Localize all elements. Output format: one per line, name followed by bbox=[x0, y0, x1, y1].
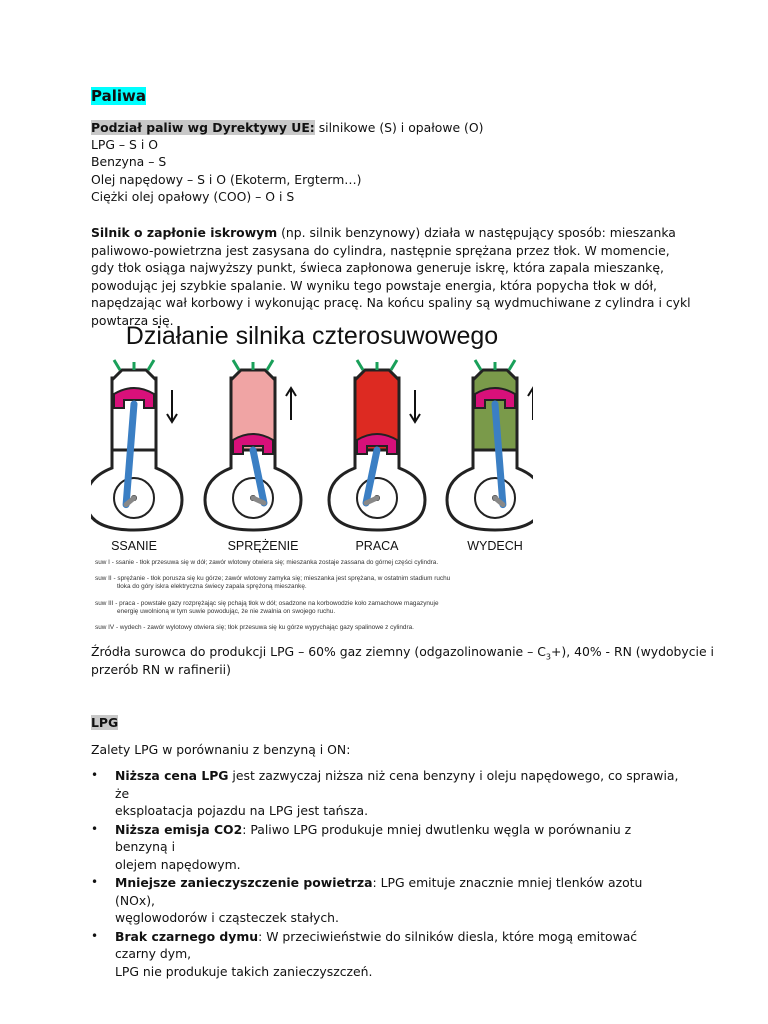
stroke-label-ssanie: SSANIE bbox=[111, 539, 157, 553]
bullet-icon: • bbox=[91, 768, 99, 782]
bullet-icon: • bbox=[91, 928, 99, 943]
page-heading: Paliwa bbox=[91, 87, 146, 105]
sources-line-1: Źródła surowca do produkcji LPG – 60% gaz ziemny (odgazolinowanie – $C_3+$), 40% - RN (wydobycie i bbox=[91, 644, 714, 662]
cylinder-head bbox=[473, 370, 517, 380]
sources-line-2: przerób RN w rafinerii) bbox=[91, 662, 231, 677]
classification-line bbox=[91, 119, 483, 137]
bullet-icon: • bbox=[91, 821, 99, 836]
list-item: • Niższa emisja CO2: Paliwo LPG produkuje mniej dwutlenku węgla w porównaniu z benzyną i olejem napędowym. bbox=[91, 821, 632, 872]
stroke-note: suw III - praca - powstałe gazy rozprężając się pchają tłok w dół; osadzone na korbowodzie koło zamachowe magazynuje bbox=[95, 600, 439, 607]
lpg-advantages-list bbox=[91, 767, 681, 981]
exhaust-valve bbox=[267, 360, 273, 370]
classification-item: Ciężki olej opałowy (COO) – O i S bbox=[91, 189, 295, 204]
stroke-note: suw II - sprężanie - tłok porusza się ku górze; zawór wlotowy zamyka się; mieszanka jest sprężana, w ostatnim stadium ruchu bbox=[95, 575, 451, 582]
four-stroke-diagram bbox=[91, 318, 533, 634]
intake-valve bbox=[475, 360, 481, 370]
cylinder-head bbox=[112, 370, 156, 380]
list-item: • Brak czarnego dymu: W przeciwieństwie do silników diesla, które mogą emitować czarny dym, LPG nie produkuje takich zanieczyszczeń. bbox=[91, 928, 638, 979]
stroke-note: tłoka do góry iskra elektryczna świecy zapala sprężoną mieszankę. bbox=[117, 583, 307, 590]
intake-valve bbox=[233, 360, 239, 370]
classification-text: silnikowe (S) i opałowe (O) bbox=[314, 120, 484, 135]
bullet-icon: • bbox=[91, 875, 99, 889]
classification-item: Olej napędowy – S i O (Ekoterm, Ergterm…) bbox=[91, 172, 362, 187]
exhaust-valve bbox=[509, 360, 515, 370]
list-item: • Mniejsze zanieczyszczenie powietrza: LPG emituje znacznie mniej tlenków azotu (NOx), węglowodorów i cząsteczek stałych. bbox=[91, 875, 643, 925]
cylinder-head bbox=[355, 370, 399, 380]
engine-paragraph bbox=[91, 224, 691, 329]
engine-term: Silnik o zapłonie iskrowym bbox=[91, 225, 278, 240]
stroke-label-wydech: WYDECH bbox=[467, 539, 523, 553]
list-item: • Niższa cena LPG jest zazwyczaj niższa niż cena benzyny i oleju napędowego, co sprawia, że eksploatacja pojazdu na LPG jest tańsza. bbox=[91, 768, 679, 818]
stroke-note: energię uwolnioną w tym suwie powodując, że nie zwalnia on swojego ruchu. bbox=[117, 608, 336, 615]
intake-valve bbox=[114, 360, 120, 370]
classification-item: Benzyna – S bbox=[91, 154, 167, 169]
classification-label: Podział paliw wg Dyrektywy UE: bbox=[91, 120, 315, 135]
exhaust-valve bbox=[148, 360, 154, 370]
cylinder-head bbox=[231, 370, 275, 380]
engine-text: (np. silnik benzynowy) działa w następujący sposób: mieszanka paliwowo-powietrzna jest zasysana do cylindra, następnie sprężana przez tłok. W momencie, gdy tłok osiąga najwyższy punkt, świeca zapłonowa generuje iskrę, która zapala mieszankę, powodując jej szybkie spalanie. W wyniku tego powstaje energia, która popycha tłok w dół, napędzając wał korbowy i wykonując pracę. Na końcu spaliny są wydmuchiwane z cylindra i cykl powtarza się. bbox=[91, 225, 691, 328]
lpg-intro: Zalety LPG w porównaniu z benzyną i ON: bbox=[91, 742, 351, 757]
lpg-heading: LPG bbox=[91, 715, 119, 730]
classification-item: LPG – S i O bbox=[91, 137, 158, 152]
exhaust-valve bbox=[391, 360, 397, 370]
stroke-note: suw IV - wydech - zawór wylotowy otwiera się; tłok przesuwa się ku górze wypychając gazy spalinowe z cylindra. bbox=[95, 624, 414, 631]
stroke-label-sprezenie: SPRĘŻENIE bbox=[227, 539, 299, 553]
stroke-label-praca: PRACA bbox=[355, 539, 399, 553]
figure-title: Działanie silnika czterosuwowego bbox=[125, 322, 499, 350]
intake-valve bbox=[357, 360, 363, 370]
stroke-note: suw I - ssanie - tłok przesuwa się w dół; zawór wlotowy otwiera się; mieszanka zostaje zassana do górnej części cylindra. bbox=[95, 559, 439, 566]
four-stroke-figure bbox=[91, 318, 533, 634]
